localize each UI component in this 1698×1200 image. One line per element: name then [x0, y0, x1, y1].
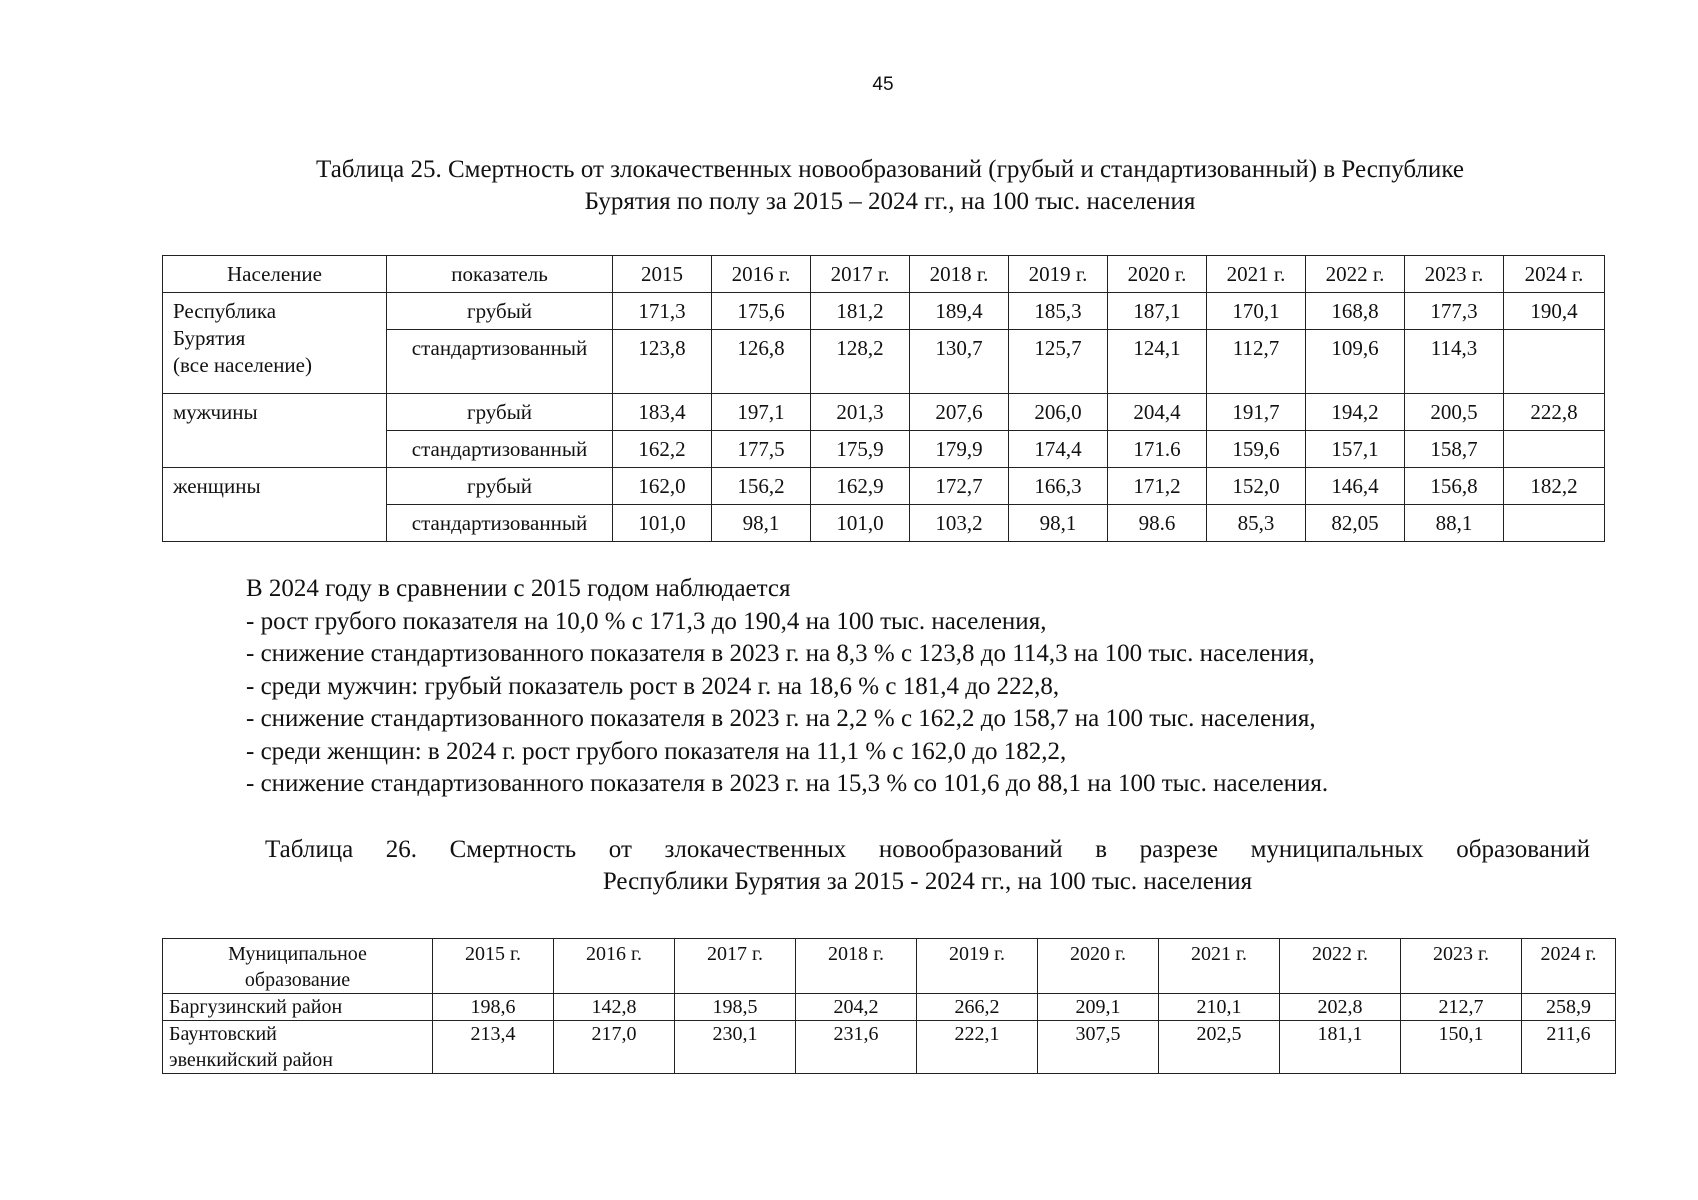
value-cell: 258,9	[1522, 994, 1616, 1021]
header-line: образование	[244, 969, 351, 991]
summary-line: - рост грубого показателя на 10,0 % с 171,3 до 190,4 на 100 тыс. населения,	[246, 607, 1047, 635]
municipality-line: Баргузинский район	[169, 996, 343, 1018]
value-cell: 206,0	[1009, 394, 1108, 431]
value-cell: 98,1	[1009, 505, 1108, 542]
value-cell: 98.6	[1108, 505, 1207, 542]
column-header: 2016 г.	[554, 939, 675, 994]
value-cell: 156,8	[1405, 468, 1504, 505]
value-cell: 109,6	[1306, 330, 1405, 394]
municipality-line: Баунтовский	[169, 1023, 277, 1045]
column-header: 2020 г.	[1108, 256, 1207, 293]
value-cell: 183,4	[613, 394, 712, 431]
value-cell: 82,05	[1306, 505, 1405, 542]
value-cell: 213,4	[433, 1021, 554, 1074]
table-26	[162, 938, 1616, 1074]
indicator-cell: стандартизованный	[387, 431, 613, 468]
value-cell: 209,1	[1038, 994, 1159, 1021]
population-line: мужчины	[173, 400, 258, 424]
summary-line: В 2024 году в сравнении с 2015 годом наблюдается	[246, 575, 791, 602]
value-cell: 231,6	[796, 1021, 917, 1074]
table-25	[162, 255, 1605, 542]
value-cell: 157,1	[1306, 431, 1405, 468]
value-cell: 159,6	[1207, 431, 1306, 468]
value-cell: 124,1	[1108, 330, 1207, 394]
value-cell: 194,2	[1306, 394, 1405, 431]
column-header: 2019 г.	[1009, 256, 1108, 293]
value-cell: 179,9	[910, 431, 1009, 468]
table-row	[163, 468, 1605, 505]
population-cell	[163, 468, 387, 542]
value-cell: 217,0	[554, 1021, 675, 1074]
summary-line: - снижение стандартизованного показателя в 2023 г. на 2,2 % с 162,2 до 158,7 на 100 тыс. населения,	[246, 705, 1316, 732]
value-cell: 152,0	[1207, 468, 1306, 505]
value-cell: 207,6	[910, 394, 1009, 431]
column-header: 2015	[613, 256, 712, 293]
summary-line: - среди мужчин: грубый показатель рост в 2024 г. на 18,6 % с 181,4 до 222,8,	[246, 672, 1060, 700]
value-cell: 266,2	[917, 994, 1038, 1021]
table-header-row	[163, 256, 1605, 293]
value-cell: 125,7	[1009, 330, 1108, 394]
column-header: Население	[163, 256, 387, 293]
summary-text	[246, 573, 1328, 801]
caption-line: Таблица 26. Смертность от злокачественных новообразований в разрезе муниципальных образований	[265, 836, 1590, 863]
column-header: 2023 г.	[1405, 256, 1504, 293]
value-cell	[1504, 330, 1605, 394]
population-line: Бурятия	[173, 326, 246, 350]
caption-line: Бурятия по полу за 2015 – 2024 гг., на 100 тыс. населения	[584, 188, 1196, 215]
value-cell: 146,4	[1306, 468, 1405, 505]
table-row	[163, 293, 1605, 330]
value-cell: 175,9	[811, 431, 910, 468]
value-cell: 202,8	[1280, 994, 1401, 1021]
column-header: 2016 г.	[712, 256, 811, 293]
table-row	[163, 394, 1605, 431]
value-cell: 201,3	[811, 394, 910, 431]
value-cell: 177,5	[712, 431, 811, 468]
value-cell: 191,7	[1207, 394, 1306, 431]
value-cell: 202,5	[1159, 1021, 1280, 1074]
value-cell: 98,1	[712, 505, 811, 542]
value-cell: 210,1	[1159, 994, 1280, 1021]
value-cell: 197,1	[712, 394, 811, 431]
value-cell: 130,7	[910, 330, 1009, 394]
indicator-cell: грубый	[387, 394, 613, 431]
value-cell: 187,1	[1108, 293, 1207, 330]
value-cell: 101,0	[811, 505, 910, 542]
page-number: 45	[872, 74, 894, 95]
value-cell: 101,0	[613, 505, 712, 542]
indicator-cell: грубый	[387, 293, 613, 330]
value-cell: 222,1	[917, 1021, 1038, 1074]
column-header: 2024 г.	[1522, 939, 1616, 994]
value-cell: 307,5	[1038, 1021, 1159, 1074]
header-line: Муниципальное	[228, 943, 367, 965]
value-cell: 222,8	[1504, 394, 1605, 431]
column-header: 2021 г.	[1207, 256, 1306, 293]
column-header: 2017 г.	[811, 256, 910, 293]
value-cell: 158,7	[1405, 431, 1504, 468]
indicator-cell: стандартизованный	[387, 330, 613, 394]
value-cell: 85,3	[1207, 505, 1306, 542]
value-cell: 126,8	[712, 330, 811, 394]
caption-line: Таблица 25. Смертность от злокачественных новообразований (грубый и стандартизованный) в Республике	[316, 156, 1464, 183]
population-cell	[163, 293, 387, 394]
column-header: 2015 г.	[433, 939, 554, 994]
value-cell: 112,7	[1207, 330, 1306, 394]
value-cell: 189,4	[910, 293, 1009, 330]
value-cell: 175,6	[712, 293, 811, 330]
municipality-cell	[163, 1021, 433, 1074]
value-cell: 200,5	[1405, 394, 1504, 431]
column-header: 2018 г.	[910, 256, 1009, 293]
value-cell	[1504, 505, 1605, 542]
value-cell	[1504, 431, 1605, 468]
table-row	[163, 994, 1616, 1021]
value-cell: 150,1	[1401, 1021, 1522, 1074]
column-header: показатель	[387, 256, 613, 293]
table-header-row	[163, 939, 1616, 994]
value-cell: 162,9	[811, 468, 910, 505]
column-header: 2022 г.	[1280, 939, 1401, 994]
value-cell: 204,2	[796, 994, 917, 1021]
column-header: 2024 г.	[1504, 256, 1605, 293]
table-row	[163, 1021, 1616, 1074]
summary-line: - снижение стандартизованного показателя в 2023 г. на 8,3 % с 123,8 до 114,3 на 100 тыс. населения,	[246, 640, 1315, 667]
value-cell: 166,3	[1009, 468, 1108, 505]
column-header: 2021 г.	[1159, 939, 1280, 994]
value-cell: 172,7	[910, 468, 1009, 505]
summary-line: - среди женщин: в 2024 г. рост грубого показателя на 11,1 % с 162,0 до 182,2,	[246, 737, 1067, 765]
population-line: женщины	[173, 474, 261, 498]
value-cell: 162,2	[613, 431, 712, 468]
municipality-cell	[163, 994, 433, 1021]
value-cell: 198,6	[433, 994, 554, 1021]
column-header: 2020 г.	[1038, 939, 1159, 994]
value-cell: 181,1	[1280, 1021, 1401, 1074]
summary-line: - снижение стандартизованного показателя в 2023 г. на 15,3 % со 101,6 до 88,1 на 100 тыс. населения.	[246, 770, 1329, 797]
value-cell: 185,3	[1009, 293, 1108, 330]
table-26-caption	[265, 834, 1590, 898]
value-cell: 142,8	[554, 994, 675, 1021]
column-header	[163, 939, 433, 994]
value-cell: 156,2	[712, 468, 811, 505]
value-cell: 171,2	[1108, 468, 1207, 505]
table-25-caption	[230, 154, 1550, 218]
value-cell: 174,4	[1009, 431, 1108, 468]
value-cell: 171,3	[613, 293, 712, 330]
value-cell: 162,0	[613, 468, 712, 505]
value-cell: 88,1	[1405, 505, 1504, 542]
value-cell: 182,2	[1504, 468, 1605, 505]
value-cell: 190,4	[1504, 293, 1605, 330]
value-cell: 177,3	[1405, 293, 1504, 330]
caption-line: Республики Бурятия за 2015 - 2024 гг., на 100 тыс. населения	[602, 868, 1253, 895]
value-cell: 114,3	[1405, 330, 1504, 394]
population-line: Республика	[173, 299, 277, 323]
value-cell: 103,2	[910, 505, 1009, 542]
value-cell: 204,4	[1108, 394, 1207, 431]
value-cell: 181,2	[811, 293, 910, 330]
population-line: (все население)	[173, 353, 312, 377]
column-header: 2019 г.	[917, 939, 1038, 994]
value-cell: 212,7	[1401, 994, 1522, 1021]
population-cell	[163, 394, 387, 468]
indicator-cell: грубый	[387, 468, 613, 505]
value-cell: 211,6	[1522, 1021, 1616, 1074]
value-cell: 170,1	[1207, 293, 1306, 330]
column-header: 2018 г.	[796, 939, 917, 994]
column-header: 2023 г.	[1401, 939, 1522, 994]
value-cell: 171.6	[1108, 431, 1207, 468]
value-cell: 168,8	[1306, 293, 1405, 330]
value-cell: 230,1	[675, 1021, 796, 1074]
value-cell: 198,5	[675, 994, 796, 1021]
municipality-line: эвенкийский район	[169, 1049, 333, 1071]
value-cell: 123,8	[613, 330, 712, 394]
column-header: 2017 г.	[675, 939, 796, 994]
column-header: 2022 г.	[1306, 256, 1405, 293]
indicator-cell: стандартизованный	[387, 505, 613, 542]
value-cell: 128,2	[811, 330, 910, 394]
